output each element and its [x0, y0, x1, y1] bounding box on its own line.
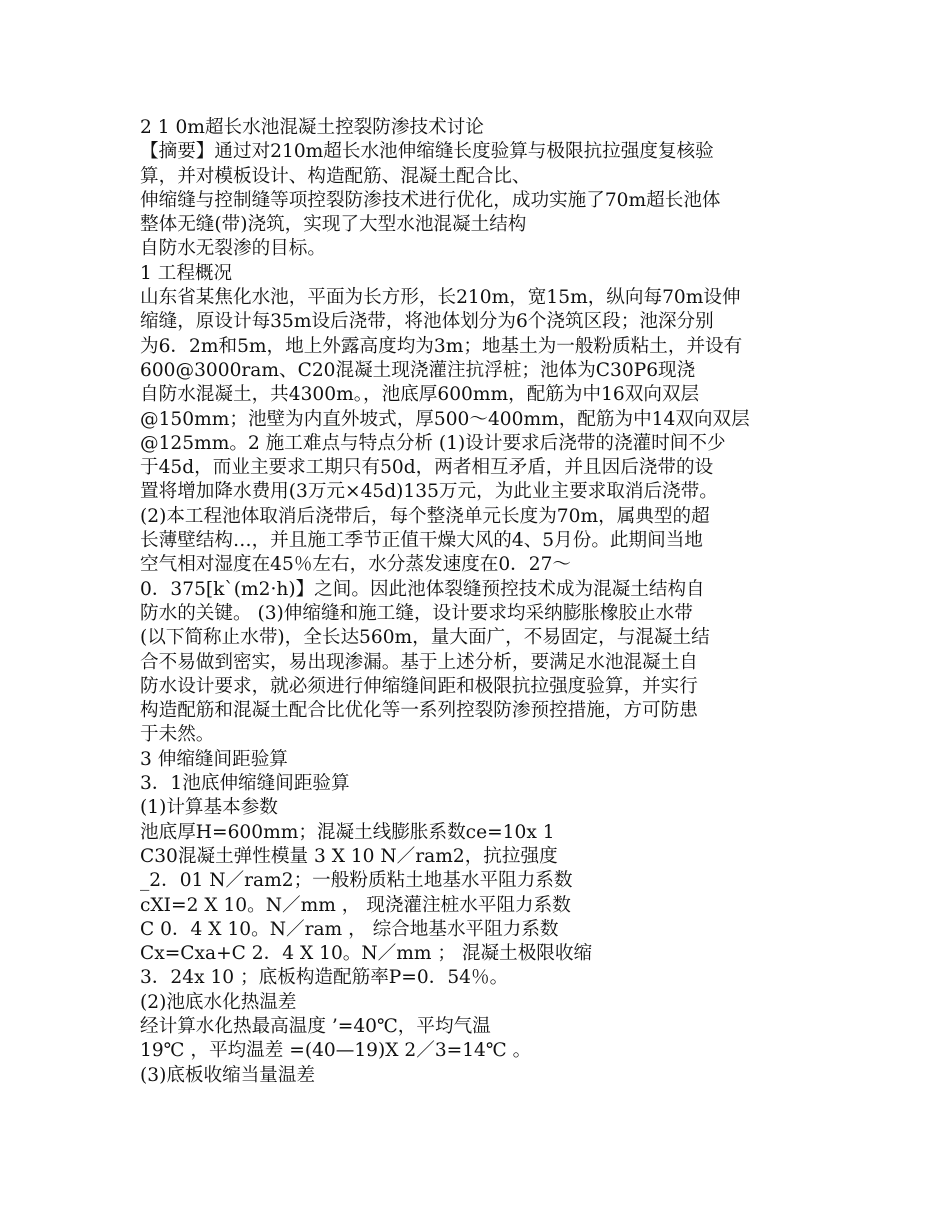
item-heading: (1)计算基本参数	[140, 797, 278, 819]
section-heading: 1 工程概况	[140, 262, 233, 284]
body-line: 防水的关键。 (3)伸缩缝和施工缝，设计要求均采纳膨胀橡胶止水带	[140, 602, 693, 624]
body-line: cXI=2 X 10。N／mm ， 现浇灌注桩水平阻力系数	[140, 894, 571, 916]
body-line: 600@3000ram、C20混凝土现浇灌注抗浮桩；池体为C30P6现浇	[140, 359, 696, 381]
body-line: 自防水混凝土，共4300m。，池底厚600mm，配筋为中16双向双层	[140, 384, 700, 406]
body-line: 于45d，而业主要求工期只有50d，两者相互矛盾，并且因后浇带的设	[140, 457, 714, 479]
body-line: 19℃ ，平均温差 =(40—19)X 2／3=14℃ 。	[140, 1040, 532, 1062]
abstract-line: 算，并对模板设计、构造配筋、混凝土配合比、	[140, 165, 531, 187]
item-heading: (3)底板收缩当量温差	[140, 1064, 316, 1086]
document-body	[140, 116, 820, 1088]
body-line: 置将增加降水费用(3万元×45d)135万元，为此业主要求取消后浇带。	[140, 481, 718, 503]
body-line: 于未然。	[140, 724, 215, 746]
body-line: 为6．2m和5m，地上外露高度均为3m；地基土为一般粉质粘土，并设有	[140, 335, 743, 357]
subsection-heading: 3．1池底伸缩缝间距验算	[140, 773, 350, 795]
body-line: 防水设计要求，就必须进行伸缩缝间距和极限抗拉强度验算，并实行	[140, 675, 698, 697]
body-line: 经计算水化热最高温度 ’=40℃，平均气温	[140, 1015, 491, 1037]
body-line: (以下简称止水带)，全长达560m，量大面广，不易固定，与混凝土结	[140, 627, 710, 649]
document-title: 2 1 0m超长水池混凝土控裂防渗技术讨论	[140, 117, 484, 138]
body-line: 山东省某焦化水池，平面为长方形，长210m，宽15m，纵向每70m设伸	[140, 287, 741, 309]
body-line: 缩缝，原设计每35m设后浇带，将池体划分为6个浇筑区段；池深分别	[140, 311, 714, 333]
body-line: 0．375[k`(m2·h)】之间。因此池体裂缝预控技术成为混凝土结构自	[140, 578, 705, 600]
abstract-line: 【摘要】通过对210m超长水池伸缩缝长度验算与极限抗拉强度复核验	[140, 141, 714, 163]
body-line: 空气相对湿度在45％左右，水分蒸发速度在0．27～	[140, 554, 572, 576]
body-line: C 0．4 X 10。N／ram ， 综合地基水平阻力系数	[140, 918, 559, 940]
item-heading: (2)池底水化热温差	[140, 991, 297, 1013]
section-heading: 3 伸缩缝间距验算	[140, 748, 288, 770]
abstract-line: 整体无缝(带)浇筑，实现了大型水池混凝土结构	[140, 214, 527, 236]
body-line: 长薄壁结构…，并且施工季节正值干燥大风的4、5月份。此期间当地	[140, 530, 703, 552]
abstract-line: 伸缩缝与控制缝等项控裂防渗技术进行优化，成功实施了70m超长池体	[140, 189, 721, 211]
body-line: 3．24x 10 ；底板构造配筋率P=0．54％。	[140, 967, 509, 989]
body-line: C30混凝土弹性模量 3 X 10 N／ram2，抗拉强度	[140, 845, 558, 867]
body-line: _2．01 N／ram2；一般粉质粘土地基水平阻力系数	[140, 870, 573, 892]
body-line: 池底厚H=600mm；混凝土线膨胀系数ce=10x 1	[140, 821, 555, 843]
body-line: Cx=Cxa+C 2．4 X 10。N／mm ； 混凝土极限收缩	[140, 943, 593, 965]
body-line: @125mm。2 施工难点与特点分析 (1)设计要求后浇带的浇灌时间不少	[140, 432, 726, 454]
abstract-line: 自防水无裂渗的目标。	[140, 238, 326, 260]
body-line: 合不易做到密实，易出现渗漏。基于上述分析，要满足水池混凝土自	[140, 651, 698, 673]
body-line: (2)本工程池体取消后浇带后，每个整浇单元长度为70m，属典型的超	[140, 505, 710, 527]
body-line: @150mm；池壁为内直外坡式，厚500～400mm，配筋为中14双向双层	[140, 408, 750, 430]
body-line: 构造配筋和混凝土配合比优化等一系列控裂防渗预控措施，方可防患	[140, 700, 698, 722]
